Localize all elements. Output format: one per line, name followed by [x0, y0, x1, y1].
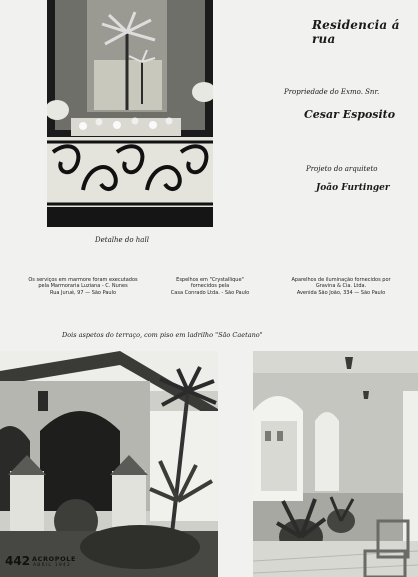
credit-line: Espelhos em "Crystallique" [176, 277, 244, 283]
credit-line: fornecidos pela [190, 283, 230, 290]
page-title: Residencia á rua [312, 18, 400, 46]
credit-mirrors [160, 277, 260, 296]
credit-line: Avenida São João, 334 — São Paulo [296, 289, 386, 296]
credit-line: Os serviços em marmore foram executados [28, 277, 138, 283]
owner-name: Cesar Esposito [304, 108, 396, 121]
architect-name: João Furtinger [316, 183, 390, 193]
page-number: 442 [5, 554, 31, 568]
terrace-right-illustration [253, 351, 418, 577]
hall-photo-caption: Detalhe do hall [95, 236, 149, 244]
credit-line: Rua Jurué, 97 — São Paulo [49, 289, 117, 296]
credit-marble [22, 277, 144, 296]
issue-date: ABRIL 1942 [33, 563, 72, 568]
hall-detail-photo [47, 0, 213, 227]
credit-line: Gravina & Cia. Ltda. [315, 283, 367, 290]
credit-lighting [282, 277, 400, 296]
owner-label: Propriedade do Exmo. Snr. [284, 88, 380, 96]
terrace-photo-right [253, 351, 418, 577]
credit-line: Aparelhos de iluminação fornecidos por [291, 277, 391, 283]
page-footer [0, 540, 218, 577]
architect-label: Projeto do arquiteto [306, 165, 378, 173]
magazine-name: ACROPOLE [32, 555, 77, 563]
hall-detail-illustration [47, 0, 213, 227]
credit-line: Casa Conrado Ltda. - São Paulo [170, 289, 250, 296]
credit-line: pela Marmoraria Luziana - C. Nunes [38, 283, 128, 290]
terrace-photo-caption: Dois aspetos do terraço, com piso em ladrilho "São Caetano" [62, 331, 263, 339]
